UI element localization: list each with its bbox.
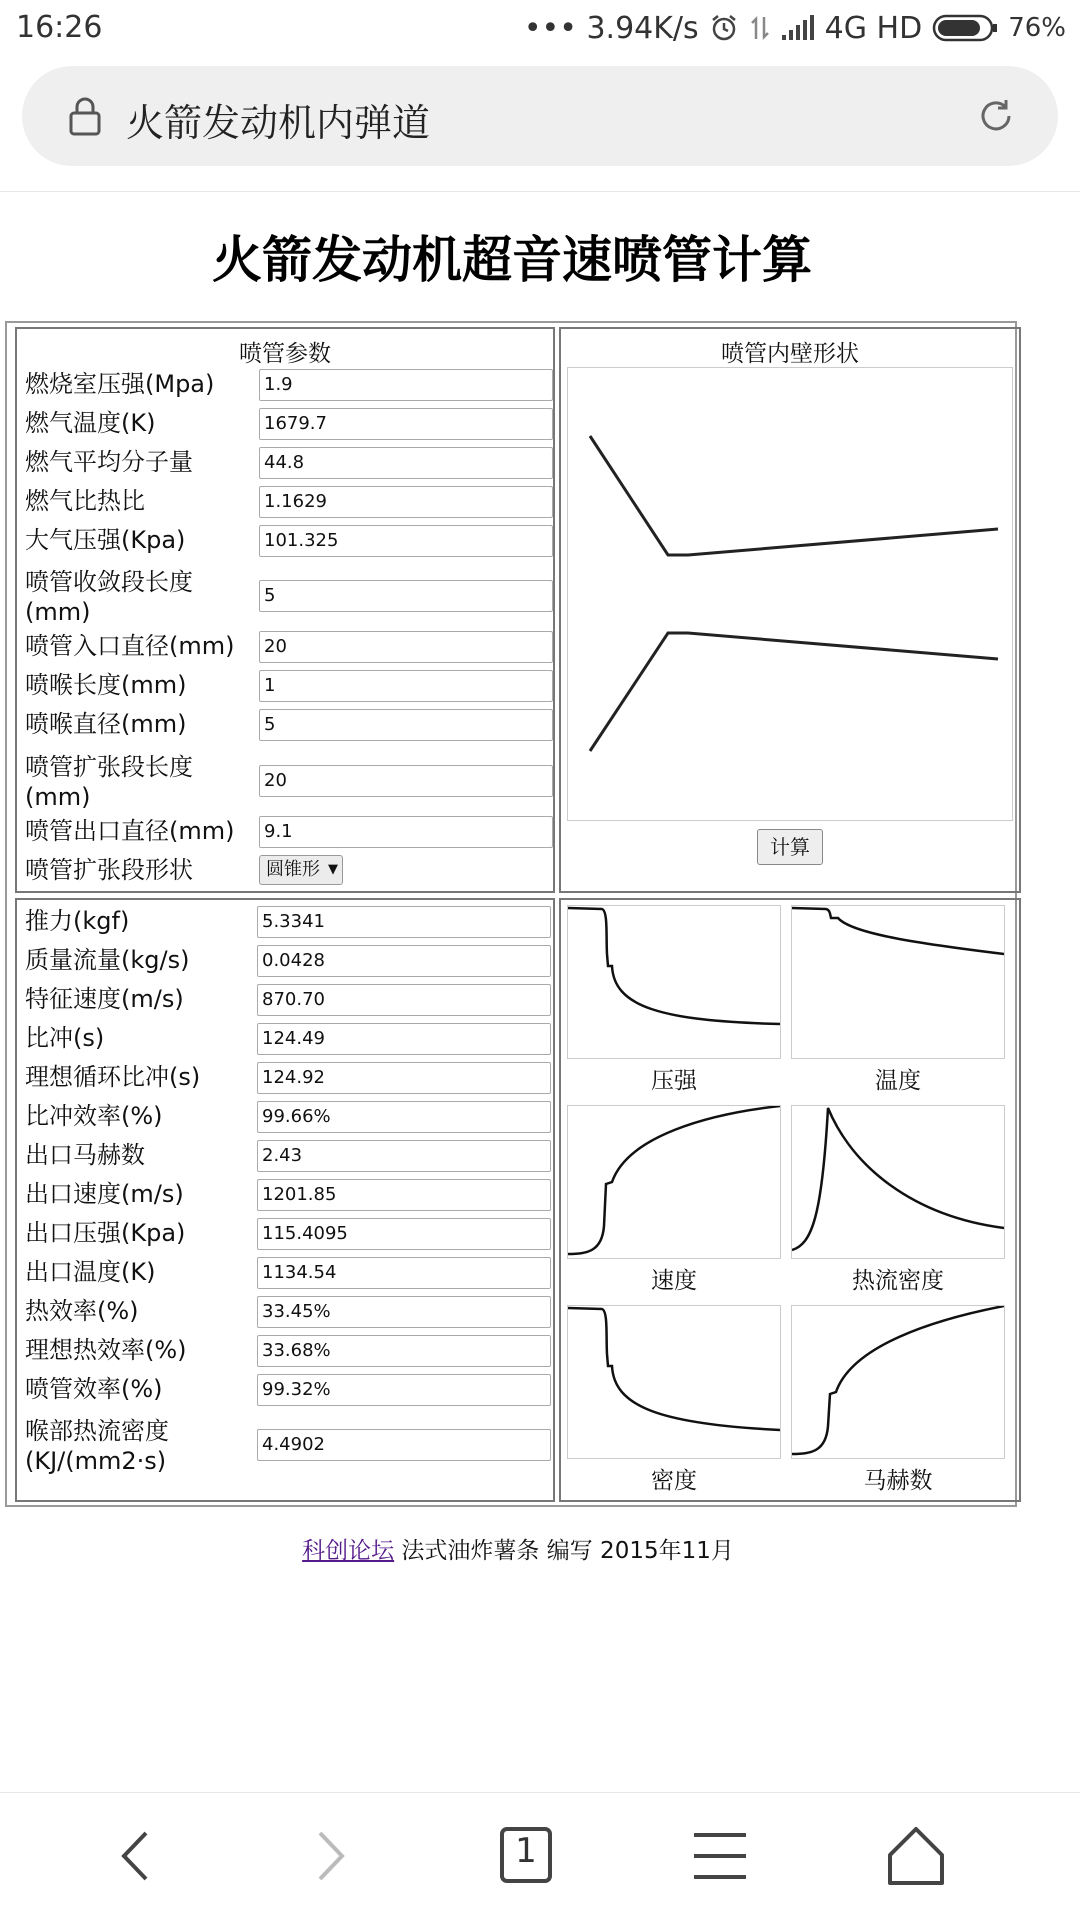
result-label: 特征速度(m/s) <box>25 985 184 1013</box>
param-input-chamber-pressure[interactable]: 1.9 <box>259 369 553 401</box>
result-exit-pressure[interactable]: 115.4095 <box>257 1218 551 1250</box>
footer-credit: 法式油炸薯条 编写 2015年11月 <box>394 1538 734 1564</box>
result-label: 出口速度(m/s) <box>25 1180 184 1208</box>
param-label: 燃烧室压强(Mpa) <box>25 370 215 398</box>
result-label: 理想热效率(%) <box>25 1336 187 1364</box>
page-title-in-address-bar: 火箭发动机内弹道 <box>126 101 431 145</box>
tab-count: 1 <box>515 1831 537 1871</box>
network-speed: ••• 3.94K/s <box>523 10 699 46</box>
menu-icon[interactable] <box>680 1821 760 1891</box>
param-label-line1: 喷管收敛段长度 <box>25 568 193 596</box>
result-thermal-efficiency[interactable]: 33.45% <box>257 1296 551 1328</box>
mach-plot-caption: 马赫数 <box>863 1468 933 1494</box>
dropdown-arrow-icon: ▼ <box>328 862 338 877</box>
velocity-plot-caption: 速度 <box>651 1268 697 1294</box>
param-label: 喷管入口直径(mm) <box>25 632 235 660</box>
forward-icon[interactable] <box>290 1821 370 1891</box>
param-input-exit-diameter[interactable]: 9.1 <box>259 816 553 848</box>
param-input-throat-diameter[interactable]: 5 <box>259 709 553 741</box>
velocity-curve <box>568 1106 780 1254</box>
result-thrust[interactable]: 5.3341 <box>257 906 551 938</box>
param-label: 喷喉长度(mm) <box>25 671 187 699</box>
temperature-plot <box>791 905 1005 1059</box>
battery-icon <box>932 14 998 42</box>
result-label: 比冲效率(%) <box>25 1102 163 1130</box>
params-header: 喷管参数 <box>239 341 331 367</box>
browser-bottom-nav <box>0 1793 1080 1920</box>
temperature-plot-caption: 温度 <box>875 1068 921 1094</box>
status-time: 16:26 <box>16 10 103 45</box>
param-label-line2: (mm) <box>25 783 91 811</box>
velocity-plot <box>567 1105 781 1259</box>
param-input-molecular-weight[interactable]: 44.8 <box>259 447 553 479</box>
result-exit-velocity[interactable]: 1201.85 <box>257 1179 551 1211</box>
back-icon[interactable] <box>96 1821 176 1891</box>
status-bar <box>0 0 1080 56</box>
result-label: 理想循环比冲(s) <box>25 1063 201 1091</box>
density-curve <box>568 1308 780 1430</box>
param-label: 大气压强(Kpa) <box>25 526 186 554</box>
result-label: 出口压强(Kpa) <box>25 1219 186 1247</box>
nozzle-upper-wall <box>590 436 998 555</box>
pressure-plot <box>567 905 781 1059</box>
status-icons <box>524 8 1066 48</box>
param-label-line2: (mm) <box>25 598 91 626</box>
alarm-icon <box>709 13 739 43</box>
result-label: 比冲(s) <box>25 1024 105 1052</box>
param-label: 喷管扩张段形状 <box>25 856 193 884</box>
lock-icon <box>68 96 102 136</box>
shape-header: 喷管内壁形状 <box>721 341 859 367</box>
calculate-button[interactable]: 计算 <box>757 829 823 865</box>
result-label: 质量流量(kg/s) <box>25 946 190 974</box>
result-ideal-specific-impulse[interactable]: 124.92 <box>257 1062 551 1094</box>
heat-flux-curve-svg <box>792 1106 1004 1258</box>
param-input-inlet-diameter[interactable]: 20 <box>259 631 553 663</box>
result-throat-heat-flux[interactable]: 4.4902 <box>257 1429 551 1461</box>
mach-curve <box>792 1306 1004 1454</box>
divergent-shape-select[interactable] <box>259 855 343 885</box>
divider <box>0 191 1080 192</box>
network-type: 4G HD <box>824 10 923 46</box>
page-footer <box>0 1532 1036 1565</box>
param-input-specific-heat-ratio[interactable]: 1.1629 <box>259 486 553 518</box>
param-label: 燃气比热比 <box>25 487 145 515</box>
result-label-line2: (KJ/(mm2·s) <box>25 1447 167 1475</box>
param-input-ambient-pressure[interactable]: 101.325 <box>259 525 553 557</box>
pressure-plot-caption: 压强 <box>651 1068 697 1094</box>
page-heading: 火箭发动机超音速喷管计算 <box>212 231 812 289</box>
result-label: 出口马赫数 <box>25 1141 145 1169</box>
result-characteristic-velocity[interactable]: 870.70 <box>257 984 551 1016</box>
result-label: 推力(kgf) <box>25 907 130 935</box>
signal-icon <box>781 15 815 41</box>
density-plot <box>567 1305 781 1459</box>
nozzle-contour <box>568 368 1012 820</box>
pressure-curve-svg <box>568 906 780 1058</box>
param-label: 燃气温度(K) <box>25 409 156 437</box>
tabs-button[interactable] <box>486 1821 566 1891</box>
velocity-curve-svg <box>568 1106 780 1258</box>
param-input-divergent-length[interactable]: 20 <box>259 765 553 797</box>
mach-plot <box>791 1305 1005 1459</box>
results-panel <box>15 898 555 1502</box>
result-mass-flow[interactable]: 0.0428 <box>257 945 551 977</box>
nozzle-wall-canvas <box>567 367 1013 821</box>
home-icon[interactable] <box>876 1821 956 1891</box>
nozzle-shape-panel <box>559 327 1021 893</box>
result-ideal-thermal-efficiency[interactable]: 33.68% <box>257 1335 551 1367</box>
param-label: 喷管出口直径(mm) <box>25 817 235 845</box>
heat-flux-plot <box>791 1105 1005 1259</box>
result-exit-mach[interactable]: 2.43 <box>257 1140 551 1172</box>
battery-level: 76% <box>1008 13 1066 43</box>
heat-flux-curve <box>792 1108 1004 1250</box>
param-label: 燃气平均分子量 <box>25 448 193 476</box>
result-label: 热效率(%) <box>25 1297 139 1325</box>
address-bar[interactable] <box>22 66 1058 166</box>
heat-flux-plot-caption: 热流密度 <box>852 1268 944 1294</box>
result-label: 出口温度(K) <box>25 1258 156 1286</box>
density-curve-svg <box>568 1306 780 1458</box>
temperature-curve-svg <box>792 906 1004 1058</box>
param-input-convergent-length[interactable]: 5 <box>259 580 553 612</box>
result-label: 喷管效率(%) <box>25 1375 163 1403</box>
param-label-line1: 喷管扩张段长度 <box>25 753 193 781</box>
forum-link[interactable]: 科创论坛 <box>302 1538 395 1564</box>
reload-icon[interactable] <box>976 96 1016 136</box>
calculator-table <box>5 321 1017 1507</box>
temperature-curve <box>792 908 1004 954</box>
result-label-line1: 喉部热流密度 <box>25 1417 169 1445</box>
density-plot-caption: 密度 <box>651 1468 697 1494</box>
data-transfer-icon <box>749 13 771 43</box>
nozzle-params-panel <box>15 327 555 893</box>
result-specific-impulse[interactable]: 124.49 <box>257 1023 551 1055</box>
select-value: 圆锥形 <box>266 859 320 880</box>
param-label: 喷喉直径(mm) <box>25 710 187 738</box>
nozzle-lower-wall <box>590 633 998 751</box>
profile-plots-panel <box>559 898 1021 1502</box>
param-input-gas-temperature[interactable]: 1679.7 <box>259 408 553 440</box>
mach-curve-svg <box>792 1306 1004 1458</box>
result-exit-temperature[interactable]: 1134.54 <box>257 1257 551 1289</box>
param-input-throat-length[interactable]: 1 <box>259 670 553 702</box>
result-nozzle-efficiency[interactable]: 99.32% <box>257 1374 551 1406</box>
pressure-curve <box>568 908 780 1024</box>
result-impulse-efficiency[interactable]: 99.66% <box>257 1101 551 1133</box>
